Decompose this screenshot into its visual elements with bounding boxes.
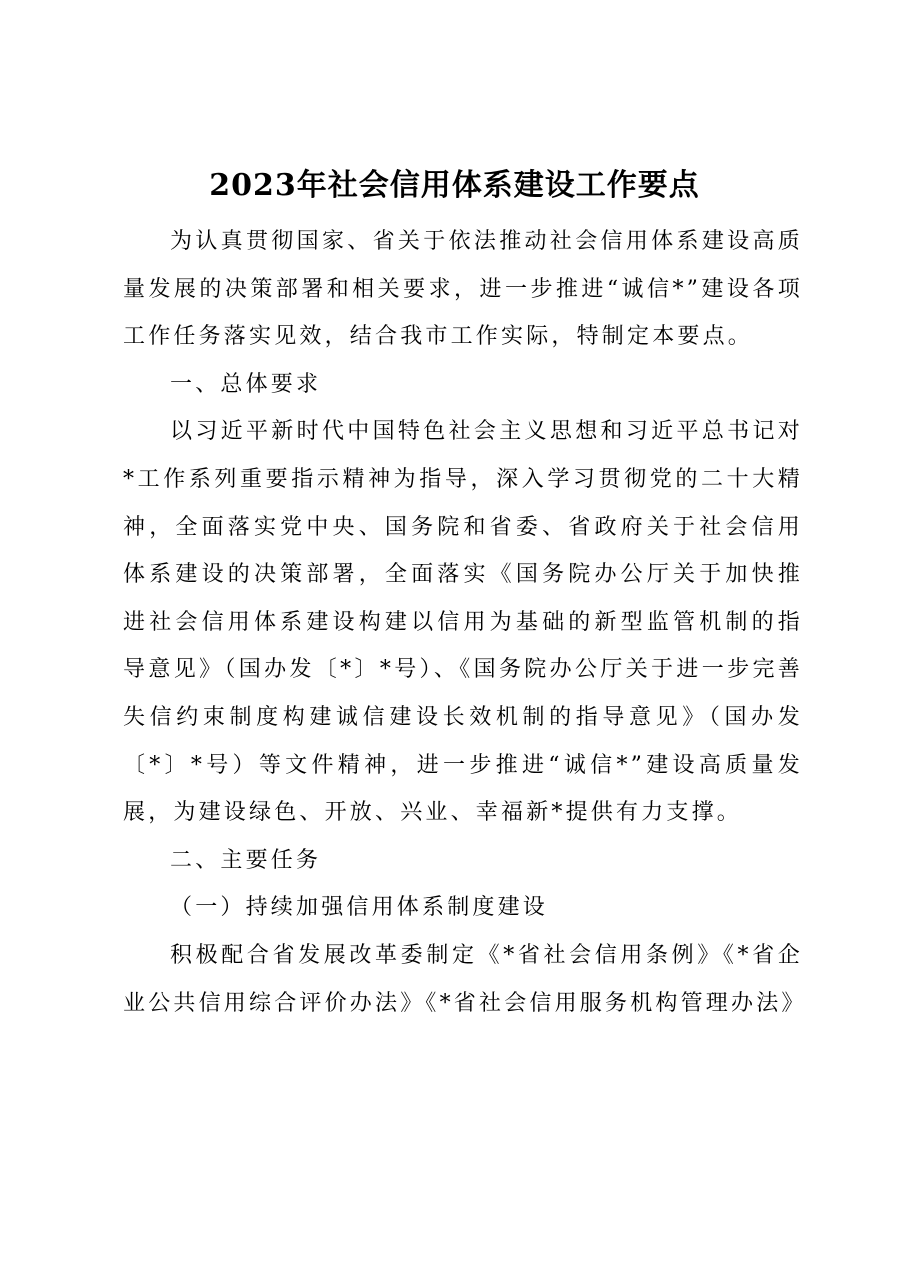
section-heading-general-requirements: 一、总体要求 [170,371,322,397]
general-requirements-paragraph: 以习近平新时代中国特色社会主义思想和习近平总书记对*工作系列重要指示精神为指导，深入学习贯彻党的二十大精神，全面落实党中央、国务院和省委、省政府关于社会信用体系建设的决策部署，全面落实《国务院办公厅关于加快推进社会信用体系建设构建以信用为基础的新型监管机制的指导意见》（国办发〔*〕*号）、《国务院办公厅关于进一步完善失信约束制度构建诚信建设长效机制的指导意见》（国办发〔*〕*号）等文件精神，进一步推进“诚信*”建设高质量发展，为建设绿色、开放、兴业、幸福新*提供有力支撑。 [123,419,803,826]
intro-paragraph: 为认真贯彻国家、省关于依法推动社会信用体系建设高质量发展的决策部署和相关要求，进一步推进“诚信*”建设各项工作任务落实见效，结合我市工作实际，特制定本要点。 [123,229,803,350]
section-heading-main-tasks: 二、主要任务 [170,847,322,873]
document-title: 2023年社会信用体系建设工作要点 [209,168,700,203]
document-body [123,218,807,1027]
subsection-heading-system-building: （一）持续加强信用体系制度建设 [170,895,549,921]
system-building-paragraph: 积极配合省发展改革委制定《*省社会信用条例》《*省企业公共信用综合评价办法》《*省社会信用服务机构管理办法》 [123,942,807,1016]
